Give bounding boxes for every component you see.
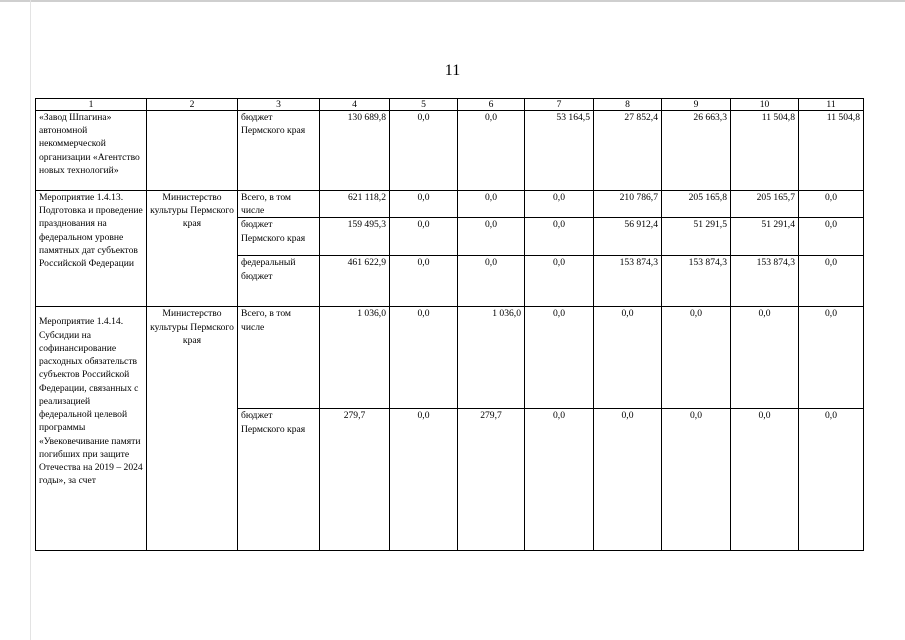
column-header: 1 xyxy=(36,99,147,111)
funding-source-cell: бюджет Пермского края xyxy=(238,218,320,256)
column-header: 6 xyxy=(458,99,525,111)
value-cell: 0,0 xyxy=(799,256,864,307)
table-row xyxy=(36,307,864,409)
funding-source-cell: бюджет Пермского края xyxy=(238,111,320,191)
column-number-row xyxy=(36,99,864,111)
value-cell: 51 291,5 xyxy=(662,218,731,256)
funding-source-cell: Всего, в том числе xyxy=(238,191,320,218)
value-cell: 130 689,8 xyxy=(320,111,390,191)
value-cell: 0,0 xyxy=(390,256,458,307)
page-number: 11 xyxy=(444,62,461,79)
value-cell: 461 622,9 xyxy=(320,256,390,307)
value-cell: 0,0 xyxy=(662,307,731,409)
value-cell: 0,0 xyxy=(390,191,458,218)
executor-cell: Министерство культуры Пермского края xyxy=(147,307,238,551)
value-cell: 621 118,2 xyxy=(320,191,390,218)
value-cell: 210 786,7 xyxy=(594,191,662,218)
measure-name-cell: «Завод Шпагина» автономной некоммерческой организации «Агентство новых технологий» xyxy=(36,111,147,191)
value-cell: 0,0 xyxy=(731,409,799,551)
value-cell: 27 852,4 xyxy=(594,111,662,191)
column-header: 3 xyxy=(238,99,320,111)
measure-name-cell: Мероприятие 1.4.13. Подготовка и проведение празднования на федеральном уровне памятных дат субъектов Российской Федерации xyxy=(36,191,147,307)
funding-source-cell: федеральный бюджет xyxy=(238,256,320,307)
value-cell: 51 291,4 xyxy=(731,218,799,256)
value-cell: 0,0 xyxy=(525,409,594,551)
value-cell: 0,0 xyxy=(458,111,525,191)
value-cell: 159 495,3 xyxy=(320,218,390,256)
value-cell: 279,7 xyxy=(320,409,390,551)
column-header: 11 xyxy=(799,99,864,111)
value-cell: 0,0 xyxy=(594,409,662,551)
column-header: 10 xyxy=(731,99,799,111)
value-cell: 0,0 xyxy=(525,307,594,409)
budget-table xyxy=(35,98,864,551)
value-cell: 0,0 xyxy=(390,218,458,256)
value-cell: 11 504,8 xyxy=(731,111,799,191)
value-cell: 0,0 xyxy=(799,218,864,256)
value-cell: 0,0 xyxy=(799,191,864,218)
value-cell: 0,0 xyxy=(525,256,594,307)
value-cell: 0,0 xyxy=(594,307,662,409)
funding-source-cell: бюджет Пермского края xyxy=(238,409,320,551)
value-cell: 0,0 xyxy=(390,307,458,409)
column-header: 5 xyxy=(390,99,458,111)
value-cell: 1 036,0 xyxy=(458,307,525,409)
column-header: 8 xyxy=(594,99,662,111)
value-cell: 53 164,5 xyxy=(525,111,594,191)
executor-cell: Министерство культуры Пермского края xyxy=(147,191,238,307)
value-cell: 0,0 xyxy=(799,409,864,551)
value-cell: 0,0 xyxy=(458,191,525,218)
value-cell: 205 165,8 xyxy=(662,191,731,218)
value-cell: 0,0 xyxy=(390,409,458,551)
value-cell: 279,7 xyxy=(458,409,525,551)
table-row xyxy=(36,191,864,218)
value-cell: 1 036,0 xyxy=(320,307,390,409)
value-cell: 0,0 xyxy=(525,191,594,218)
value-cell: 153 874,3 xyxy=(594,256,662,307)
funding-source-cell: Всего, в том числе xyxy=(238,307,320,409)
scan-edge-left xyxy=(30,0,31,640)
value-cell: 0,0 xyxy=(731,307,799,409)
value-cell: 0,0 xyxy=(525,218,594,256)
scan-edge-top xyxy=(0,0,905,2)
value-cell: 153 874,3 xyxy=(731,256,799,307)
value-cell: 0,0 xyxy=(458,218,525,256)
measure-name-cell: Мероприятие 1.4.14. Субсидии на софинансирование расходных обязательств субъектов Российской Федерации, связанных с реализацией федеральной целевой программы «Увековечивание памяти погибших при защите Отечества на 2019 – 2024 годы», за счет xyxy=(36,307,147,551)
column-header: 4 xyxy=(320,99,390,111)
column-header: 7 xyxy=(525,99,594,111)
column-header: 2 xyxy=(147,99,238,111)
value-cell: 0,0 xyxy=(662,409,731,551)
column-header: 9 xyxy=(662,99,731,111)
value-cell: 153 874,3 xyxy=(662,256,731,307)
value-cell: 11 504,8 xyxy=(799,111,864,191)
value-cell: 26 663,3 xyxy=(662,111,731,191)
table-row xyxy=(36,111,864,191)
value-cell: 205 165,7 xyxy=(731,191,799,218)
executor-cell xyxy=(147,111,238,191)
value-cell: 0,0 xyxy=(458,256,525,307)
value-cell: 0,0 xyxy=(390,111,458,191)
value-cell: 0,0 xyxy=(799,307,864,409)
value-cell: 56 912,4 xyxy=(594,218,662,256)
